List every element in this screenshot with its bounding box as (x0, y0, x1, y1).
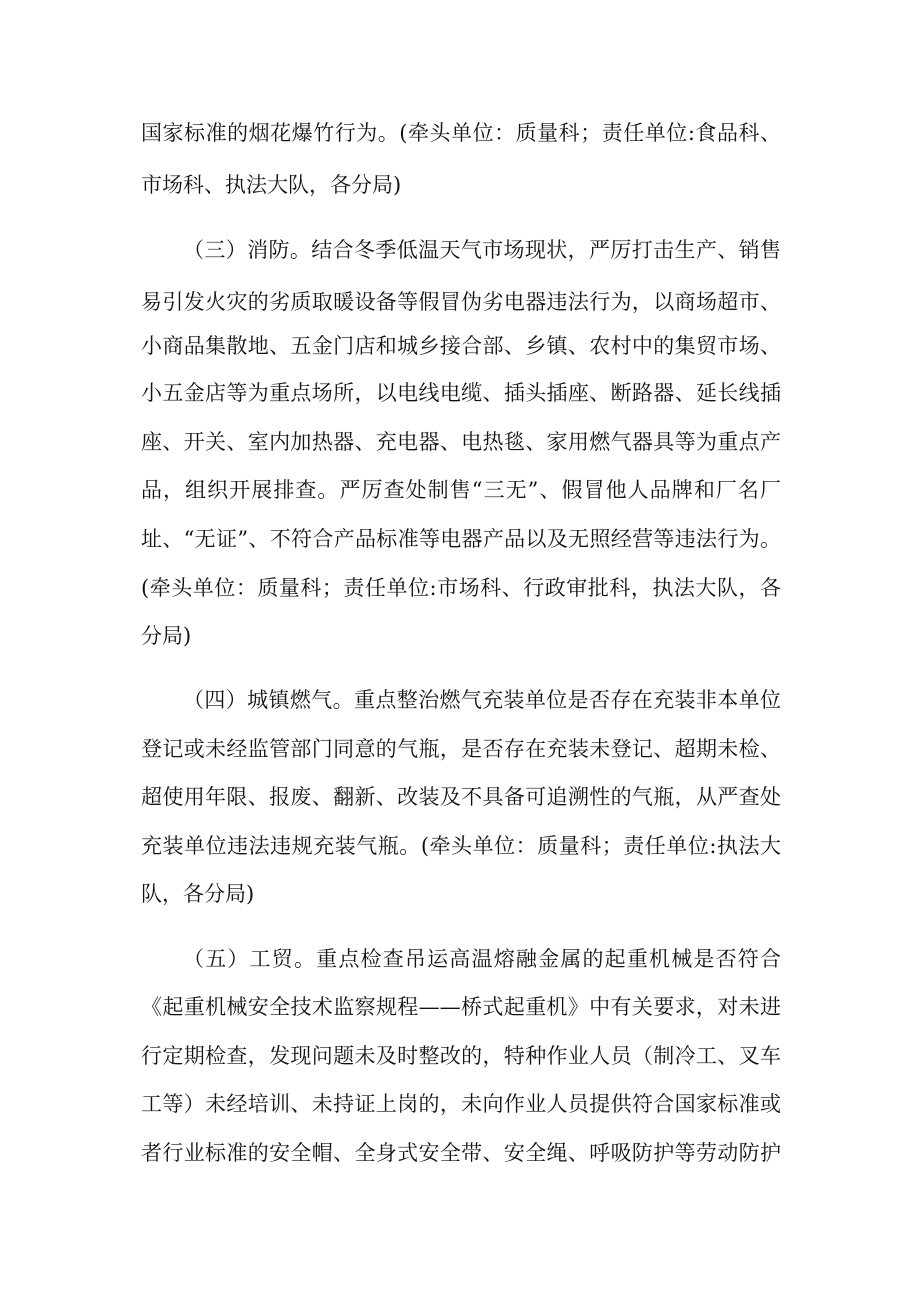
text-line: 者行业标准的安全帽、全身式安全带、安全绳、呼吸防护等劳动防护 (141, 1141, 781, 1165)
text-line: 行定期检查，发现问题未及时整改的，特种作业人员（制冷工、叉车 (141, 1044, 781, 1068)
text-line: 座、开关、室内加热器、充电器、电热毯、家用燃气器具等为重点产 (141, 430, 781, 454)
text-line: 小商品集散地、五金门店和城乡接合部、乡镇、农村中的集贸市场、 (141, 334, 781, 358)
text-line: 小五金店等为重点场所，以电线电缆、插头插座、断路器、延长线插 (141, 381, 781, 405)
text-line: 址、“无证”、不符合产品标准等电器产品以及无照经营等违法行为。 (141, 527, 781, 551)
text-line: 品，组织开展排查。严厉查处制售“三无”、假冒他人品牌和厂名厂 (141, 478, 781, 502)
text-line: (牵头单位：质量科；责任单位:市场科、行政审批科，执法大队，各 (141, 576, 781, 600)
text-line: 市场科、执法大队，各分局) (141, 173, 402, 197)
text-line: 超使用年限、报废、翻新、改装及不具备可追溯性的气瓶，从严查处 (141, 785, 781, 809)
text-line: 登记或未经监管部门同意的气瓶，是否存在充装未登记、超期未检、 (141, 737, 781, 761)
text-line: 工等）未经培训、未持证上岗的，未向作业人员提供符合国家标准或 (141, 1092, 781, 1116)
text-line: 易引发火灾的劣质取暖设备等假冒伪劣电器违法行为，以商场超市、 (141, 290, 781, 314)
paragraph-heading-gas: （四）城镇燃气。重点整治燃气充装单位是否存在充装非本单位 (183, 688, 781, 712)
paragraph-heading-industry: （五）工贸。重点检查吊运高温熔融金属的起重机械是否符合 (183, 947, 781, 971)
text-line: 充装单位违法违规充装气瓶。(牵头单位：质量科；责任单位:执法大 (141, 834, 781, 858)
paragraph-heading-fire: （三）消防。结合冬季低温天气市场现状，严厉打击生产、销售 (183, 238, 781, 262)
text-line: 分局) (141, 624, 192, 648)
text-line: 《起重机械安全技术监察规程——桥式起重机》中有关要求，对未进 (141, 995, 781, 1019)
text-line: 队，各分局) (141, 882, 255, 906)
text-line: 国家标准的烟花爆竹行为。(牵头单位：质量科；责任单位:食品科、 (141, 121, 781, 145)
